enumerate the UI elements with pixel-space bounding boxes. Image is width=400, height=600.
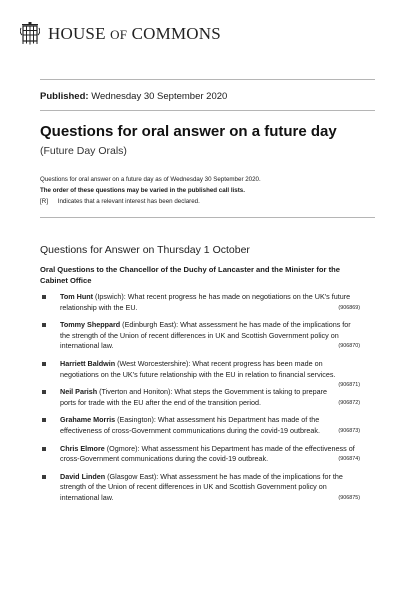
question-text: What assessment his Department has made of the effectiveness of cross-Government communications during the covid-19 outbreak. — [60, 415, 320, 435]
question-reference: (906871) — [338, 382, 360, 389]
mp-name: Tommy Sheppard — [60, 320, 121, 330]
question-item — [40, 320, 360, 352]
constituency: (Edinburgh East): — [122, 320, 179, 330]
constituency: (Glasgow East): — [107, 471, 159, 481]
interest-code: [R] — [40, 198, 48, 205]
house-of-commons-header — [20, 22, 221, 46]
mp-name: David Linden — [60, 471, 106, 481]
question-item — [40, 415, 360, 436]
question-reference: (906869) — [338, 304, 360, 311]
question-item — [40, 472, 360, 504]
commons-word: COMMONS — [131, 24, 221, 43]
question-list — [40, 292, 360, 511]
bullet-icon — [42, 390, 46, 394]
constituency: (West Worcestershire): — [117, 358, 191, 368]
question-item — [40, 292, 360, 313]
section-heading: Questions for Answer on Thursday 1 October — [40, 244, 250, 256]
mp-name: Neil Parish — [60, 387, 98, 397]
question-text: What assessment he has made of the implications for the strength of the Union of recent differences in UK and Scottish Government policy on international law. — [60, 320, 351, 351]
question-item — [40, 444, 360, 465]
constituency: (Ogmore): — [106, 443, 140, 453]
question-item — [40, 358, 360, 389]
question-reference: (906870) — [338, 343, 360, 350]
interest-explanation: Indicates that a relevant interest has been declared. — [57, 198, 200, 205]
published-divider — [40, 110, 375, 111]
published-label: Published: — [40, 91, 89, 102]
bullet-icon — [42, 295, 46, 299]
intro-notes — [40, 174, 370, 207]
of-word: OF — [110, 27, 128, 42]
published-date: Wednesday 30 September 2020 — [91, 91, 228, 102]
mp-name: Grahame Morris — [60, 415, 116, 425]
question-text: What assessment he has made of the implications for the strength of the Union of recent differences in UK and Scottish Government policy on international law. — [60, 471, 343, 502]
subsection-heading: Oral Questions to the Chancellor of the Duchy of Lancaster and the Minister for the Cabinet Office — [40, 265, 340, 285]
intro-line-2: The order of these questions may be varied in the published call lists. — [40, 187, 245, 194]
published-line — [40, 91, 227, 102]
mp-name: Harriett Baldwin — [60, 358, 116, 368]
question-reference: (906875) — [338, 494, 360, 501]
mp-name: Tom Hunt — [60, 292, 93, 301]
question-text: What steps the Government is taking to prepare ports for trade with the EU after the end of the transition period. — [60, 387, 328, 407]
question-item — [40, 387, 360, 408]
document-subtitle: (Future Day Orals) — [40, 145, 127, 157]
constituency: (Tiverton and Honiton): — [99, 387, 173, 397]
house-word: HOUSE — [48, 24, 106, 43]
portcullis-icon — [20, 22, 40, 46]
intro-line-1: Questions for oral answer on a future day as of Wednesday 30 September 2020. — [40, 176, 261, 183]
question-reference: (906872) — [338, 399, 360, 406]
top-divider — [40, 79, 375, 80]
question-reference: (906873) — [338, 427, 360, 434]
bullet-icon — [42, 362, 46, 366]
house-of-commons-title — [48, 24, 221, 44]
question-text: What recent progress has been made on negotiations on the UK's future relationship with the EU in relation to financial services. — [60, 358, 336, 379]
mp-name: Chris Elmore — [60, 443, 105, 453]
bullet-icon — [42, 418, 46, 422]
question-text: What recent progress he has made on negotiations on the UK's future relationship with the EU. — [60, 292, 351, 312]
question-reference: (906874) — [338, 456, 360, 463]
document-title: Questions for oral answer on a future day — [40, 123, 337, 140]
intro-divider — [40, 217, 375, 218]
bullet-icon — [42, 447, 46, 451]
constituency: (Easington): — [117, 415, 156, 425]
intro-line-3 — [40, 196, 370, 207]
question-text: What assessment his Department has made of the effectiveness of cross-Government communications during the covid-19 outbreak. — [60, 443, 355, 464]
bullet-icon — [42, 323, 46, 327]
bullet-icon — [42, 475, 46, 479]
constituency: (Ipswich): — [95, 292, 126, 301]
